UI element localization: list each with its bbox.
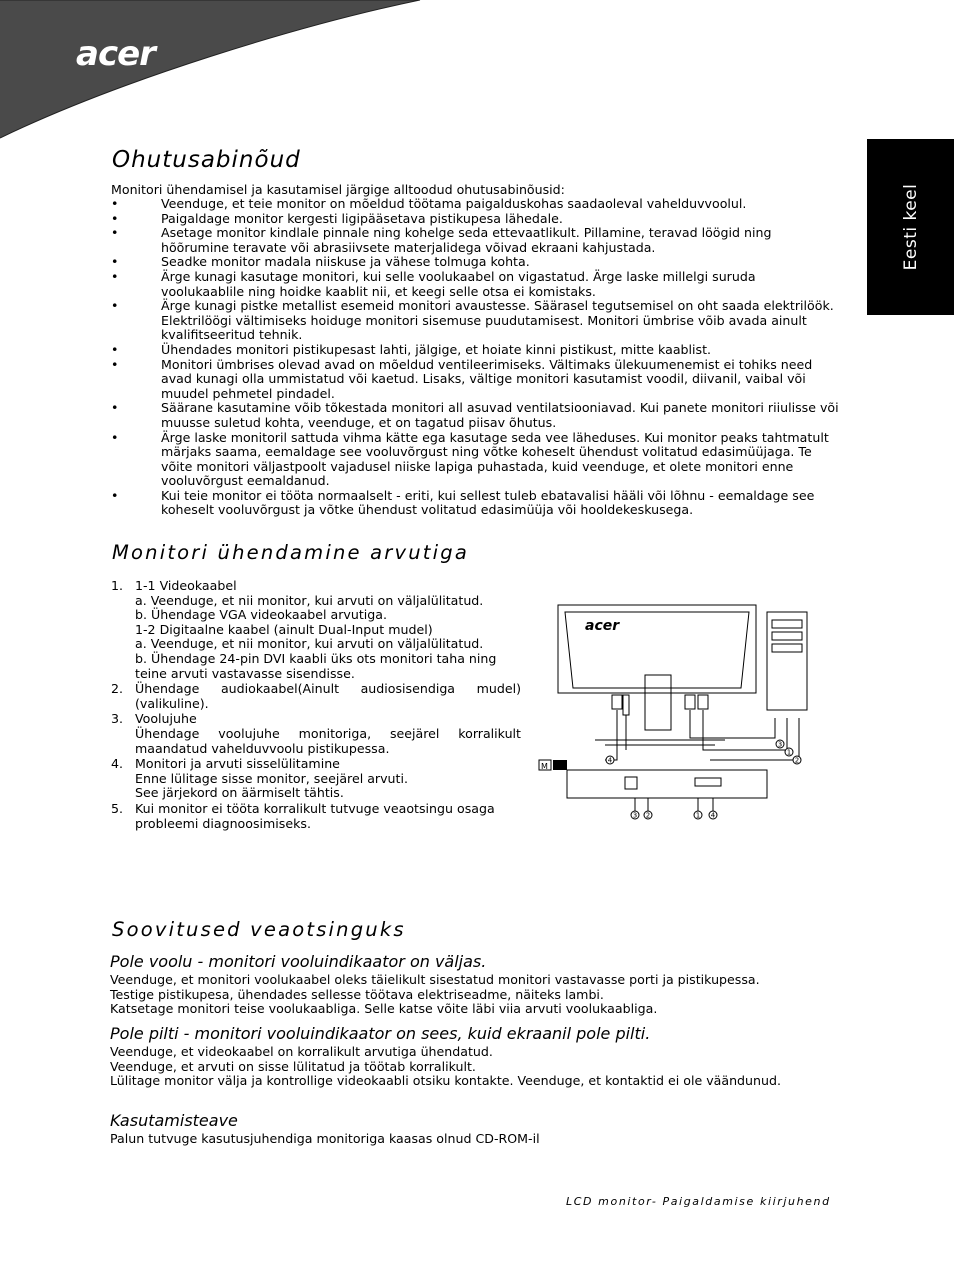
callout-2: 2 [794, 756, 800, 765]
ts-line: Lülitage monitor välja ja kontrollige videokaabli otsiku kontakte. Veenduge, et kontaktid ei ole väändunud. [110, 1073, 781, 1089]
safety-item: • Seadke monitor madala niiskuse ja vähese tolmuga kohta. [111, 255, 841, 270]
connect-title: Monitori ühendamine arvutiga [112, 541, 469, 564]
diagram-label-m: M [541, 762, 548, 771]
callout-4: 4 [607, 756, 613, 765]
step-line: 1-2 Digitaalne kaabel (ainult Dual-Input mudel) [135, 621, 433, 637]
step-line: b. Ühendage 24-pin DVI kaabli üks ots monitori taha ning teine arvuti vastavasse sisendisse. [135, 650, 497, 681]
safety-item: • Kui teie monitor ei tööta normaalselt - eriti, kui sellest tuleb ebatavalisi hääli või lõhnu - eemaldage see koheselt vooluvõrgust ja võtke ühendust volitatud edasimüüja või hooldekeskusega. [111, 489, 841, 518]
step-line: a. Veenduge, et nii monitor, kui arvuti on väljalülitatud. [135, 592, 484, 608]
step-line: a. Veenduge, et nii monitor, kui arvuti on väljalülitatud. [135, 636, 484, 652]
callout-2-bottom: 2 [645, 811, 651, 820]
ts-line: Veenduge, et arvuti on sisse lülitatud ja töötab korralikult. [110, 1058, 476, 1074]
safety-item: • Monitori ümbrises olevad avad on mõeldud ventileerimiseks. Vältimaks ülekuumenemist ei tohiks need avad kunagi olla ummistatud või kaetud. Lisaks, vältige monitori kasutamist voodil, diivanil, vaibal või muudel pehmetel pindadel. [111, 358, 841, 402]
safety-item: • Ühendades monitori pistikupesast lahti, jälgige, et hoiate kinni pistikust, mitte kaablist. [111, 343, 841, 358]
step-line: 1-1 Videokaabel [135, 578, 237, 593]
footer-text: LCD monitor- Paigaldamise kiirjuhend [566, 1195, 831, 1208]
callout-4-bottom: 4 [710, 811, 716, 820]
callout-3: 3 [777, 740, 783, 749]
ts-line: Palun tutvuge kasutusjuhendiga monitoriga kaasas olnud CD-ROM-il [110, 1131, 540, 1146]
ts-line: Testige pistikupesa, ühendades sellesse töötava elektriseadme, näiteks lambi. [110, 986, 604, 1002]
callout-1-bottom: 1 [695, 811, 701, 820]
ts-line: Veenduge, et monitori voolukaabel oleks täielikult sisestatud monitori vastavasse porti ja pistikupessa. [110, 972, 760, 987]
ts-body-no-picture [110, 1045, 840, 1089]
callout-3-bottom: 3 [632, 811, 638, 820]
step-line: Voolujuhe [135, 711, 197, 727]
step-line: Enne lülitage sisse monitor, seejärel arvuti. [135, 770, 408, 786]
step-line: Monitori ja arvuti sisselülitamine [135, 756, 340, 772]
ts-heading-no-power: Pole voolu - monitori vooluindikaator on väljas. [110, 952, 487, 971]
safety-item: • Asetage monitor kindlale pinnale ning kohelge seda ettevaatlikult. Pillamine, teravad löögid ning hõõrumine teravate või abrasiivsete materjalidega võivad ekraani kahjustada. [111, 226, 841, 255]
ts-heading-usage: Kasutamisteave [110, 1111, 238, 1130]
step-line: b. Ühendage VGA videokaabel arvutiga. [135, 607, 388, 623]
ts-body-no-power [110, 973, 840, 1017]
safety-title: Ohutusabinõud [112, 147, 301, 173]
step-item [111, 682, 521, 711]
step-item [111, 712, 521, 756]
safety-item: • Ärge laske monitoril sattuda vihma kätte ega kasutage seda vee läheduses. Kui monitor peaks tahtmatult märjaks saama, eemaldage see vooluvõrgust ning võtke koheselt ühendust volitatud edasimüüjaga. Te võite monitori väljastpoolt vajadusel niiske lapiga puhastada, kuid veenduge, et olete monitori enne vooluvõrgust eemaldanud. [111, 431, 841, 489]
language-tab [867, 139, 954, 315]
acer-logo: acer [76, 34, 155, 74]
step-item [111, 579, 521, 681]
step-line: Ühendage voolujuhe monitoriga, seejärel korralikult maandatud vahelduvvoolu pistikupessa. [135, 725, 521, 756]
ts-line: Katsetage monitori teise voolukaabliga. Selle katse võite läbi viia arvuti voolukaabliga. [110, 1001, 658, 1017]
step-number: 4. [111, 756, 124, 772]
step-line: See järjekord on äärmiselt tähtis. [135, 785, 344, 801]
safety-item: • Ärge kunagi kasutage monitori, kui selle voolukaabel on vigastatud. Ärge laske millelgi suruda voolukaablile ning hoidke kaablit nii, et keegi selle otsa ei komistaks. [111, 270, 841, 299]
step-number: 1. [111, 578, 124, 593]
step-number: 5. [111, 800, 124, 816]
safety-item: • Veenduge, et teie monitor on mõeldud töötama paigalduskohas saadaoleval vahelduvvoolul. [111, 197, 841, 212]
step-item [111, 802, 521, 831]
ts-line: Veenduge, et videokaabel on korralikult arvutiga ühendatud. [110, 1044, 493, 1059]
callout-1: 1 [786, 748, 792, 757]
step-line: Kui monitor ei tööta korralikult tutvuge veaotsingu osaga probleemi diagnoosimiseks. [135, 800, 495, 831]
safety-item: • Ärge kunagi pistke metallist esemeid monitori avaustesse. Säärasel tegutsemisel on oht saada elektrilöök. Elektrilöögi vältimiseks hoiduge monitori sisemuse puudutamisest. Monitori ümbrise võib avada ainult kvalifitseeritud tehnik. [111, 299, 841, 343]
step-item [111, 757, 521, 801]
ts-heading-no-picture: Pole pilti - monitori vooluindikaator on sees, kuid ekraanil pole pilti. [110, 1024, 651, 1043]
step-line: Ühendage audiokaabel(Ainult audiosisendiga mudel) (valikuline). [135, 681, 521, 711]
step-number: 3. [111, 711, 124, 727]
safety-item: • Paigaldage monitor kergesti ligipääsetava pistikupesa lähedale. [111, 212, 841, 227]
monitor-back-logo: acer [585, 618, 620, 634]
connection-diagram [535, 600, 835, 825]
safety-intro: Monitori ühendamisel ja kasutamisel järgige alltoodud ohutusabinõusid: [111, 182, 565, 197]
troubleshoot-title: Soovitused veaotsinguks [112, 918, 406, 941]
safety-list [111, 197, 841, 518]
connect-steps [111, 579, 521, 832]
ts-body-usage [110, 1132, 840, 1147]
step-number: 2. [111, 681, 124, 697]
safety-item: • Säärane kasutamine võib tõkestada monitori all asuvad ventilatsiooniavad. Kui panete monitori riiulisse või muusse suletud kohta, veenduge, et on tagatud piisav õhutus. [111, 401, 841, 430]
language-tab-label: Eesti keel [900, 183, 921, 271]
